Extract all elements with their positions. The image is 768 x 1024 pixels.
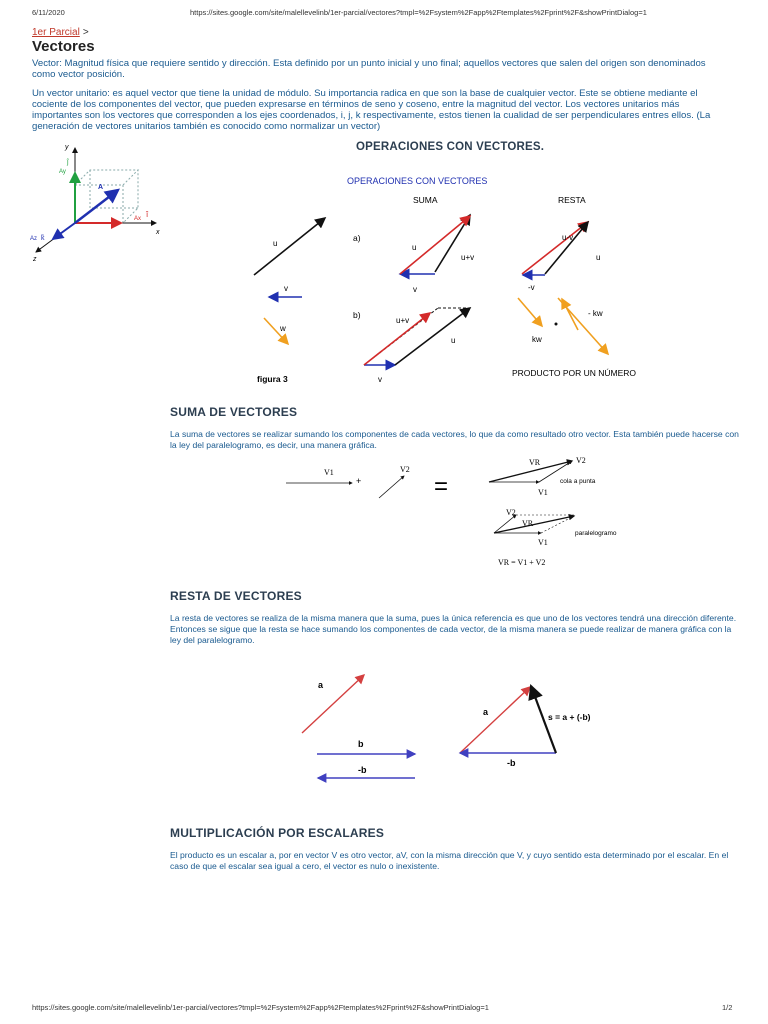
- resta-label-a-2: a: [483, 707, 489, 717]
- resta-label-b: b: [358, 739, 364, 749]
- axis-label-y: y: [65, 144, 69, 151]
- suma-label-v2-b: V2: [576, 456, 586, 465]
- page-title: Vectores: [32, 38, 95, 55]
- resta-text: La resta de vectores se realiza de la misma manera que la suma, pues la única referencia es que uno de los vectores tendrá una dirección diferente. Entonces se sigue que la resta se hace sumando los componentes de cada vector, de la misma manera se puede realizar de manera gráfica con la ley del paralelogramo.: [170, 613, 737, 645]
- operaciones-figure: [240, 168, 660, 393]
- suma-label-v2-a: V2: [400, 465, 410, 474]
- unit-label-i: î: [146, 210, 149, 219]
- label-v-suma-a: v: [413, 285, 417, 294]
- component-label-ax: Ax: [134, 216, 142, 222]
- label-upv-a: u+v: [461, 253, 475, 262]
- suma-cola-label: cola a punta: [560, 478, 596, 485]
- resta-label-minus-b-2: -b: [507, 758, 516, 768]
- label-suma: SUMA: [413, 195, 438, 205]
- page-number: 1/2: [722, 1003, 733, 1012]
- print-url: https://sites.google.com/site/malellevelinb/1er-parcial/vectores?tmpl=%2Fsystem%2Fapp%2Ftemplates%2Fprint%2F&showPrintDialog=1: [190, 8, 647, 17]
- suma-label-vr-b: VR: [522, 519, 534, 528]
- label-v-left: v: [284, 284, 288, 293]
- resta-label-a-1: a: [318, 680, 324, 690]
- suma-figure: [284, 453, 624, 573]
- label-minus-v: -v: [528, 283, 535, 292]
- label-upv-b: u+v: [396, 316, 410, 325]
- label-resta: RESTA: [558, 195, 586, 205]
- suma-label-v1-c: V1: [538, 538, 548, 547]
- suma-plus: +: [356, 476, 362, 486]
- label-u-b: u: [451, 336, 456, 345]
- label-minus-kw: - kw: [588, 309, 603, 318]
- figure-title: OPERACIONES CON VECTORES: [347, 176, 488, 186]
- label-producto: PRODUCTO POR UN NÚMERO: [512, 368, 637, 378]
- label-b: b): [353, 310, 361, 320]
- suma-paralelogramo-label: paralelogramo: [575, 530, 617, 537]
- component-label-ay: Ay: [59, 169, 66, 175]
- label-u-resta: u: [596, 253, 601, 262]
- breadcrumb: [32, 27, 89, 38]
- suma-label-v1-b: V1: [538, 488, 548, 497]
- label-a: a): [353, 233, 361, 243]
- axes-figure: [28, 140, 168, 265]
- operaciones-heading: OPERACIONES CON VECTORES.: [356, 141, 545, 153]
- label-umv: u-v: [562, 233, 574, 242]
- suma-label-vr-a: VR: [529, 458, 541, 467]
- label-w-left: w: [280, 324, 286, 333]
- multiplicacion-heading: MULTIPLICACIÓN POR ESCALARES: [170, 826, 385, 840]
- resta-heading: RESTA DE VECTORES: [170, 589, 302, 603]
- label-kw: kw: [532, 335, 542, 344]
- print-date: 6/11/2020: [32, 8, 65, 17]
- unit-label-k: k̂: [41, 235, 45, 242]
- intro-paragraph-unit-vector: Un vector unitario: es aquel vector que tiene la unidad de módulo. Su importancia radica en que son la base de cualquier vector. Este se obtiene mediante el cociente de los componentes del vector, que pueden expresarse en términos de seno y coseno, entre la magnitud del vector. Los vectores unitarios más importantes son los vectores que corresponden a los ejes coordenados, i, j, k respectivamente, estos tienen la cualidad de ser perpendiculares entres ellos. (La generación de vectores unitarios también es conocido como normalizar un vector): [32, 88, 711, 132]
- resta-figure: [290, 665, 620, 790]
- footer-url: https://sites.google.com/site/malellevelinb/1er-parcial/vectores?tmpl=%2Fsystem%2Fapp%2Ftemplates%2Fprint%2F&showPrintDialog=1: [32, 1003, 489, 1012]
- suma-equals: =: [434, 473, 449, 500]
- label-figura-3: figura 3: [257, 374, 288, 384]
- breadcrumb-link[interactable]: 1er Parcial: [32, 27, 80, 38]
- component-label-az: Az: [30, 236, 38, 242]
- label-u-left: u: [273, 239, 278, 248]
- resta-label-minus-b-1: -b: [358, 765, 367, 775]
- label-v-b: v: [378, 375, 382, 384]
- suma-label-v1-a: V1: [324, 468, 334, 477]
- intro-paragraph-vector: Vector: Magnitud física que requiere sentido y dirección. Esta definido por un punto inicial y uno final; aquellos vectores que salen del origen son denominados como vector posición.: [32, 58, 706, 80]
- breadcrumb-separator: >: [82, 27, 89, 38]
- vector-label-a: A: [98, 184, 104, 191]
- unit-label-j: ĵ: [67, 159, 69, 166]
- axis-label-x: x: [156, 229, 160, 236]
- suma-formula: VR = V1 + V2: [498, 558, 546, 567]
- suma-heading: SUMA DE VECTORES: [170, 405, 298, 419]
- suma-text: La suma de vectores se realizar sumando los componentes de cada vectores, lo que da como resultado otro vector. Esta también puede hacerse con la ley del paralelogramo, es decir, una manera gráfica.: [170, 429, 739, 450]
- label-u-suma-a: u: [412, 243, 417, 252]
- multiplicacion-text: El producto es un escalar a, por en vector V es otro vector, aV, con la misma dirección que V, y cuyo sentido esta determinado por el escalar. En el caso de que el escalar sea igual a cero, el vector es nulo o inexistente.: [170, 850, 729, 871]
- axis-label-z: z: [33, 256, 37, 263]
- suma-label-v2-c: V2: [506, 508, 516, 517]
- resta-s-formula: s = a + (-b): [548, 712, 591, 722]
